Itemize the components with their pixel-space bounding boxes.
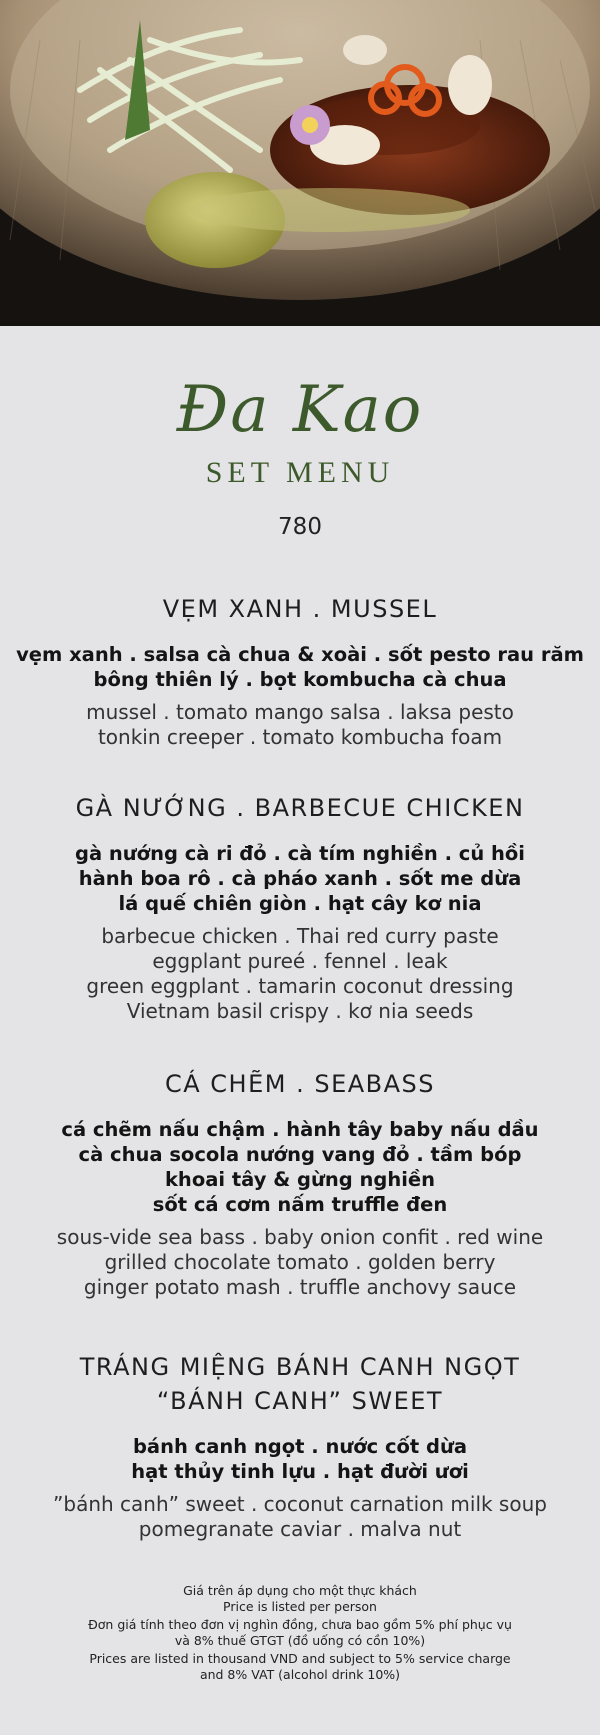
description-line: vẹm xanh . salsa cà chua & xoài . sốt pesto rau răm	[16, 643, 584, 666]
course-description-vi	[0, 841, 600, 916]
restaurant-logo	[0, 360, 600, 490]
description-line: barbecue chicken . Thai red curry paste	[101, 924, 499, 948]
course-description-vi	[0, 642, 600, 692]
description-line: grilled chocolate tomato . golden berry	[104, 1250, 496, 1274]
course-title: GÀ NƯỚNG . BARBECUE CHICKEN	[75, 794, 525, 822]
description-line: mussel . tomato mango salsa . laksa pesto	[86, 700, 514, 724]
per-person-note-en: Price is listed per person	[223, 1599, 377, 1614]
description-line: hành boa rô . cà pháo xanh . sốt me dừa	[78, 867, 522, 890]
course-description-vi	[0, 1434, 600, 1484]
description-line: cà chua socola nướng vang đỏ . tầm bóp	[78, 1143, 522, 1166]
description-line: cá chẽm nấu chậm . hành tây baby nấu dầu	[61, 1118, 539, 1141]
description-line: tonkin creeper . tomato kombucha foam	[97, 725, 503, 749]
description-line: khoai tây & gừng nghiền	[164, 1168, 436, 1191]
course-dessert	[0, 1350, 600, 1542]
price-notes	[0, 1583, 600, 1685]
course-seabass	[0, 1067, 600, 1300]
description-line: gà nướng cà ri đỏ . cà tím nghiền . củ hồi	[75, 842, 525, 865]
brand-name: Đa Kao	[176, 373, 424, 447]
description-line: ginger potato mash . truffle anchovy sauce	[83, 1275, 517, 1299]
description-line: green eggplant . tamarin coconut dressing	[86, 974, 514, 998]
course-title: CÁ CHẼM . SEABASS	[164, 1070, 436, 1098]
course-title: TRÁNG MIỆNG BÁNH CANH NGỌT “BÁNH CANH” SWEET	[79, 1353, 521, 1415]
description-line: sốt cá cơm nấm truffle đen	[152, 1193, 448, 1216]
course-description-en	[0, 924, 600, 1024]
per-person-note-vi: Giá trên áp dụng cho một thực khách	[183, 1583, 417, 1598]
course-description-en	[0, 1492, 600, 1542]
description-line: eggplant pureé . fennel . leak	[152, 949, 448, 973]
course-description-en	[0, 700, 600, 750]
course-title: VẸM XANH . MUSSEL	[162, 595, 438, 623]
description-line: lá quế chiên giòn . hạt cây kơ nia	[118, 892, 482, 915]
tax-note-vi-line2: và 8% thuế GTGT (đồ uống có cồn 10%)	[174, 1633, 426, 1648]
tax-note-en-line1: Prices are listed in thousand VND and subject to 5% service charge	[89, 1651, 511, 1666]
tax-note-vi-line1: Đơn giá tính theo đơn vị nghìn đồng, chưa bao gồm 5% phí phục vụ	[88, 1617, 512, 1632]
description-line: bông thiên lý . bọt kombucha cà chua	[93, 668, 507, 691]
description-line: pomegranate caviar . malva nut	[138, 1517, 462, 1541]
description-line: ”bánh canh” sweet . coconut carnation milk soup	[53, 1492, 547, 1516]
course-description-en	[0, 1225, 600, 1300]
brand-subtitle: SET MENU	[205, 456, 395, 489]
hero-dish-photo	[0, 0, 600, 326]
description-line: hạt thủy tinh lựu . hạt đười ươi	[131, 1460, 469, 1483]
tax-note-en-line2: and 8% VAT (alcohol drink 10%)	[199, 1667, 401, 1682]
description-line: sous-vide sea bass . baby onion confit . red wine	[56, 1225, 544, 1249]
course-barbecue-chicken	[0, 791, 600, 1024]
set-price: 780	[278, 514, 322, 540]
course-mussel	[0, 592, 600, 750]
description-line: Vietnam basil crispy . kơ nia seeds	[126, 999, 474, 1023]
course-description-vi	[0, 1117, 600, 1217]
description-line: bánh canh ngọt . nước cốt dừa	[132, 1435, 468, 1458]
